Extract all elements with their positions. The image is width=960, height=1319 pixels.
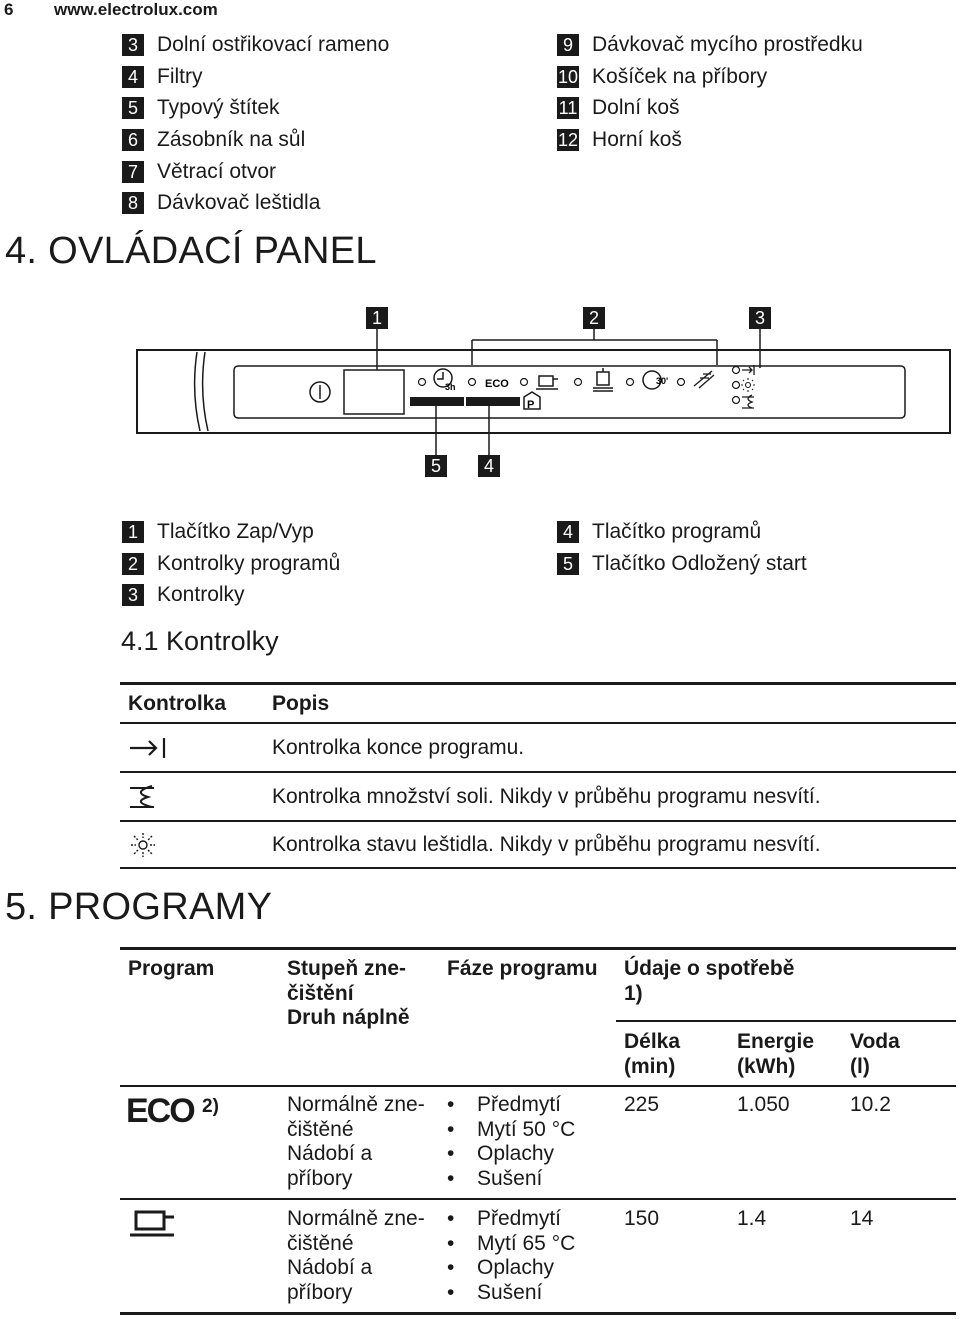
legend-number: 9	[557, 34, 579, 56]
legend-label: Tlačítko programů	[592, 519, 762, 543]
legend-label: Kontrolky	[157, 583, 245, 607]
soil-level: Normálně zne- čištěné Nádobí a příbory	[287, 1093, 425, 1190]
indicator-description: Kontrolka stavu leštidla. Nikdy v průběhu programu nesvítí.	[272, 832, 821, 856]
legend-number: 8	[122, 192, 144, 214]
table-header-row	[120, 682, 956, 722]
rinse-aid-icon	[128, 830, 158, 860]
duration-value: 225	[624, 1093, 660, 1116]
legend-item	[122, 579, 340, 611]
indicator-description: Kontrolka množství soli. Nikdy v průběhu programu nesvítí.	[272, 784, 821, 808]
legend-label: Zásobník na sůl	[157, 127, 306, 151]
column-header: Popis	[272, 691, 330, 715]
legend-label: Kontrolky programů	[157, 551, 341, 575]
indicator-description: Kontrolka konce programu.	[272, 735, 525, 759]
header-url: www.electrolux.com	[54, 0, 218, 19]
legend-label: Dolní ostřikovací rameno	[157, 32, 390, 56]
legend-item	[122, 516, 340, 548]
eco-label: ECO	[485, 378, 509, 390]
legend-number: 6	[122, 129, 144, 151]
water-value: 14	[850, 1207, 874, 1230]
header-duration: Délka (min)	[624, 1030, 681, 1078]
delay-start-icon	[434, 369, 456, 392]
callout-2: 2	[583, 307, 605, 329]
legend-number: 5	[557, 553, 579, 575]
header-program: Program	[128, 957, 215, 980]
legend-number: 4	[122, 66, 144, 88]
legend-label: Horní koš	[592, 127, 682, 151]
energy-value: 1.4	[737, 1207, 767, 1230]
quick-label: 30'	[656, 376, 669, 386]
legend-label: Košíček na příbory	[592, 64, 768, 88]
legend-label: Typový štítek	[157, 96, 280, 120]
salt-icon	[128, 783, 158, 811]
column-header: Kontrolka	[128, 691, 227, 715]
legend-number: 5	[122, 97, 144, 119]
soil-level: Normálně zne- čištěné Nádobí a příbory	[287, 1207, 425, 1304]
header-water: Voda (l)	[850, 1030, 900, 1078]
delay-label: 3h	[445, 382, 456, 392]
indicators-table	[120, 682, 956, 869]
legend-number: 12	[558, 129, 579, 150]
program-phases: • Předmytí • Mytí 50 °C • Oplachy • Sušení	[447, 1093, 575, 1191]
legend-label: Tlačítko Zap/Vyp	[157, 519, 314, 543]
panel-legend-right	[557, 516, 807, 579]
display-window	[344, 370, 404, 414]
legend-label: Dávkovač leštidla	[157, 191, 321, 215]
glass-icon	[593, 368, 613, 391]
page-number: 6	[4, 0, 14, 19]
end-of-program-icon	[128, 736, 168, 760]
legend-number: 4	[557, 521, 579, 543]
programs-table	[120, 947, 956, 1317]
section-title: 4. OVLÁDACÍ PANEL	[5, 230, 377, 272]
legend-item	[122, 548, 340, 580]
header-soil: Stupeň zne- čištění Druh náplně	[287, 957, 410, 1030]
pot-icon	[536, 376, 558, 389]
footnote: 2)	[202, 1096, 219, 1117]
header-energy: Energie (kWh)	[737, 1030, 815, 1078]
program-label: P	[527, 399, 535, 411]
panel-legend-left	[122, 516, 340, 611]
legend-number: 10	[558, 66, 579, 87]
callout-3: 3	[749, 307, 771, 329]
section-title: 5. PROGRAMY	[5, 886, 273, 928]
table-row	[120, 820, 956, 869]
legend-number: 7	[122, 161, 144, 183]
duration-value: 150	[624, 1207, 660, 1230]
legend-label: Filtry	[157, 64, 203, 88]
legend-number: 2	[122, 553, 144, 575]
legend-label: Tlačítko Odložený start	[592, 551, 807, 575]
legend-number: 1	[122, 521, 144, 543]
legend-item	[557, 516, 807, 548]
legend-item	[557, 548, 807, 580]
table-row	[120, 771, 956, 820]
header-phases: Fáze programu	[447, 957, 598, 980]
rinse-indicator-icon	[741, 378, 755, 392]
table-row	[120, 722, 956, 771]
legend-label: Větrací otvor	[157, 159, 277, 183]
callout-1: 1	[366, 307, 388, 329]
salt-indicator-icon	[742, 395, 754, 408]
program-phases: • Předmytí • Mytí 65 °C • Oplachy • Sušení	[447, 1207, 575, 1305]
program-button-icon	[524, 392, 540, 411]
eco-program-label: ECO	[126, 1092, 194, 1130]
legend-label: Dolní koš	[592, 96, 680, 120]
header-consumption: Údaje o spotřebě 1)	[624, 957, 795, 1005]
legend-label: Dávkovač mycího prostředku	[592, 32, 863, 56]
intensive-pot-icon	[128, 1209, 178, 1239]
control-panel-diagram	[0, 0, 960, 500]
legend-number: 3	[122, 34, 144, 56]
legend-number: 3	[122, 584, 144, 606]
subsection-title: 4.1 Kontrolky	[121, 626, 279, 656]
energy-value: 1.050	[737, 1093, 790, 1116]
callout-4: 4	[478, 455, 500, 477]
callout-5: 5	[425, 455, 447, 477]
power-icon	[310, 382, 330, 402]
prewash-icon	[694, 371, 714, 388]
legend-number: 11	[558, 98, 578, 119]
water-value: 10.2	[850, 1093, 891, 1116]
quick-program-icon	[643, 371, 668, 389]
